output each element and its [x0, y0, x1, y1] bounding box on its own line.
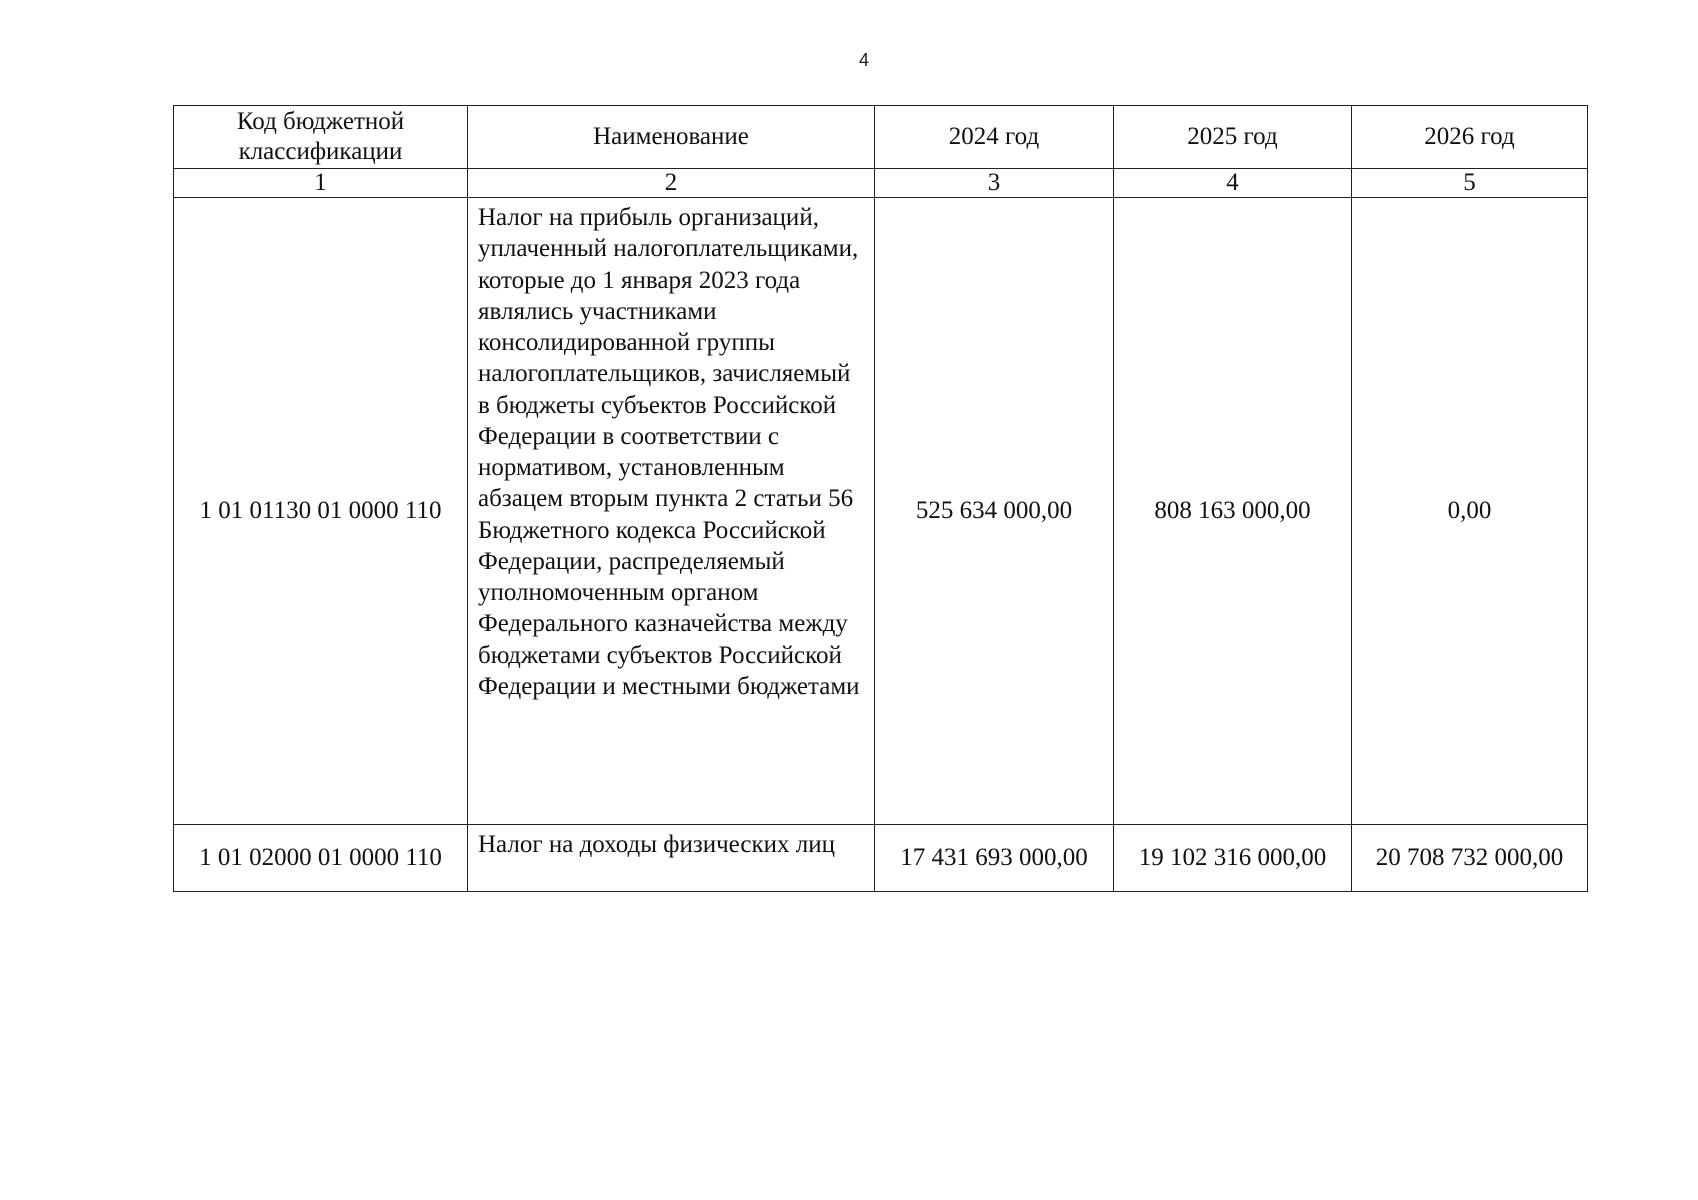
column-number-row	[174, 169, 1588, 198]
header-code: Код бюджетной классификации	[174, 106, 468, 169]
header-name: Наименование	[468, 106, 875, 169]
budget-code-cell: 1 01 01130 01 0000 110	[174, 198, 468, 825]
amount-2024-cell: 17 431 693 000,00	[875, 825, 1114, 892]
table-row	[174, 825, 1588, 892]
table-body	[174, 198, 1588, 892]
tax-name-cell: Налог на прибыль организаций, уплаченный налогоплательщиками, которые до 1 января 2023 года являлись участниками консолидированной группы налогоплательщиков, зачисляемый в бюджеты субъектов Российской Федерации в соответствии с нормативом, установленным абзацем вторым пункта 2 статьи 56 Бюджетного кодекса Российской Федерации, распределяемый уполномоченным органом Федерального казначейства между бюджетами субъектов Российской Федерации и местными бюджетами	[468, 198, 875, 825]
column-number: 3	[875, 169, 1114, 198]
header-row	[174, 106, 1588, 169]
table-row	[174, 198, 1588, 825]
amount-2025-cell: 808 163 000,00	[1114, 198, 1352, 825]
table-header	[174, 106, 1588, 198]
header-2026: 2026 год	[1352, 106, 1588, 169]
column-number: 1	[174, 169, 468, 198]
tax-name-cell: Налог на доходы физических лиц	[468, 825, 875, 892]
amount-2026-cell: 0,00	[1352, 198, 1588, 825]
column-number: 4	[1114, 169, 1352, 198]
budget-table	[173, 105, 1588, 892]
amount-2024-cell: 525 634 000,00	[875, 198, 1114, 825]
amount-2026-cell: 20 708 732 000,00	[1352, 825, 1588, 892]
column-number: 2	[468, 169, 875, 198]
amount-2025-cell: 19 102 316 000,00	[1114, 825, 1352, 892]
header-2024: 2024 год	[875, 106, 1114, 169]
header-2025: 2025 год	[1114, 106, 1352, 169]
column-number: 5	[1352, 169, 1588, 198]
budget-code-cell: 1 01 02000 01 0000 110	[174, 825, 468, 892]
page-number: 4	[858, 50, 869, 70]
